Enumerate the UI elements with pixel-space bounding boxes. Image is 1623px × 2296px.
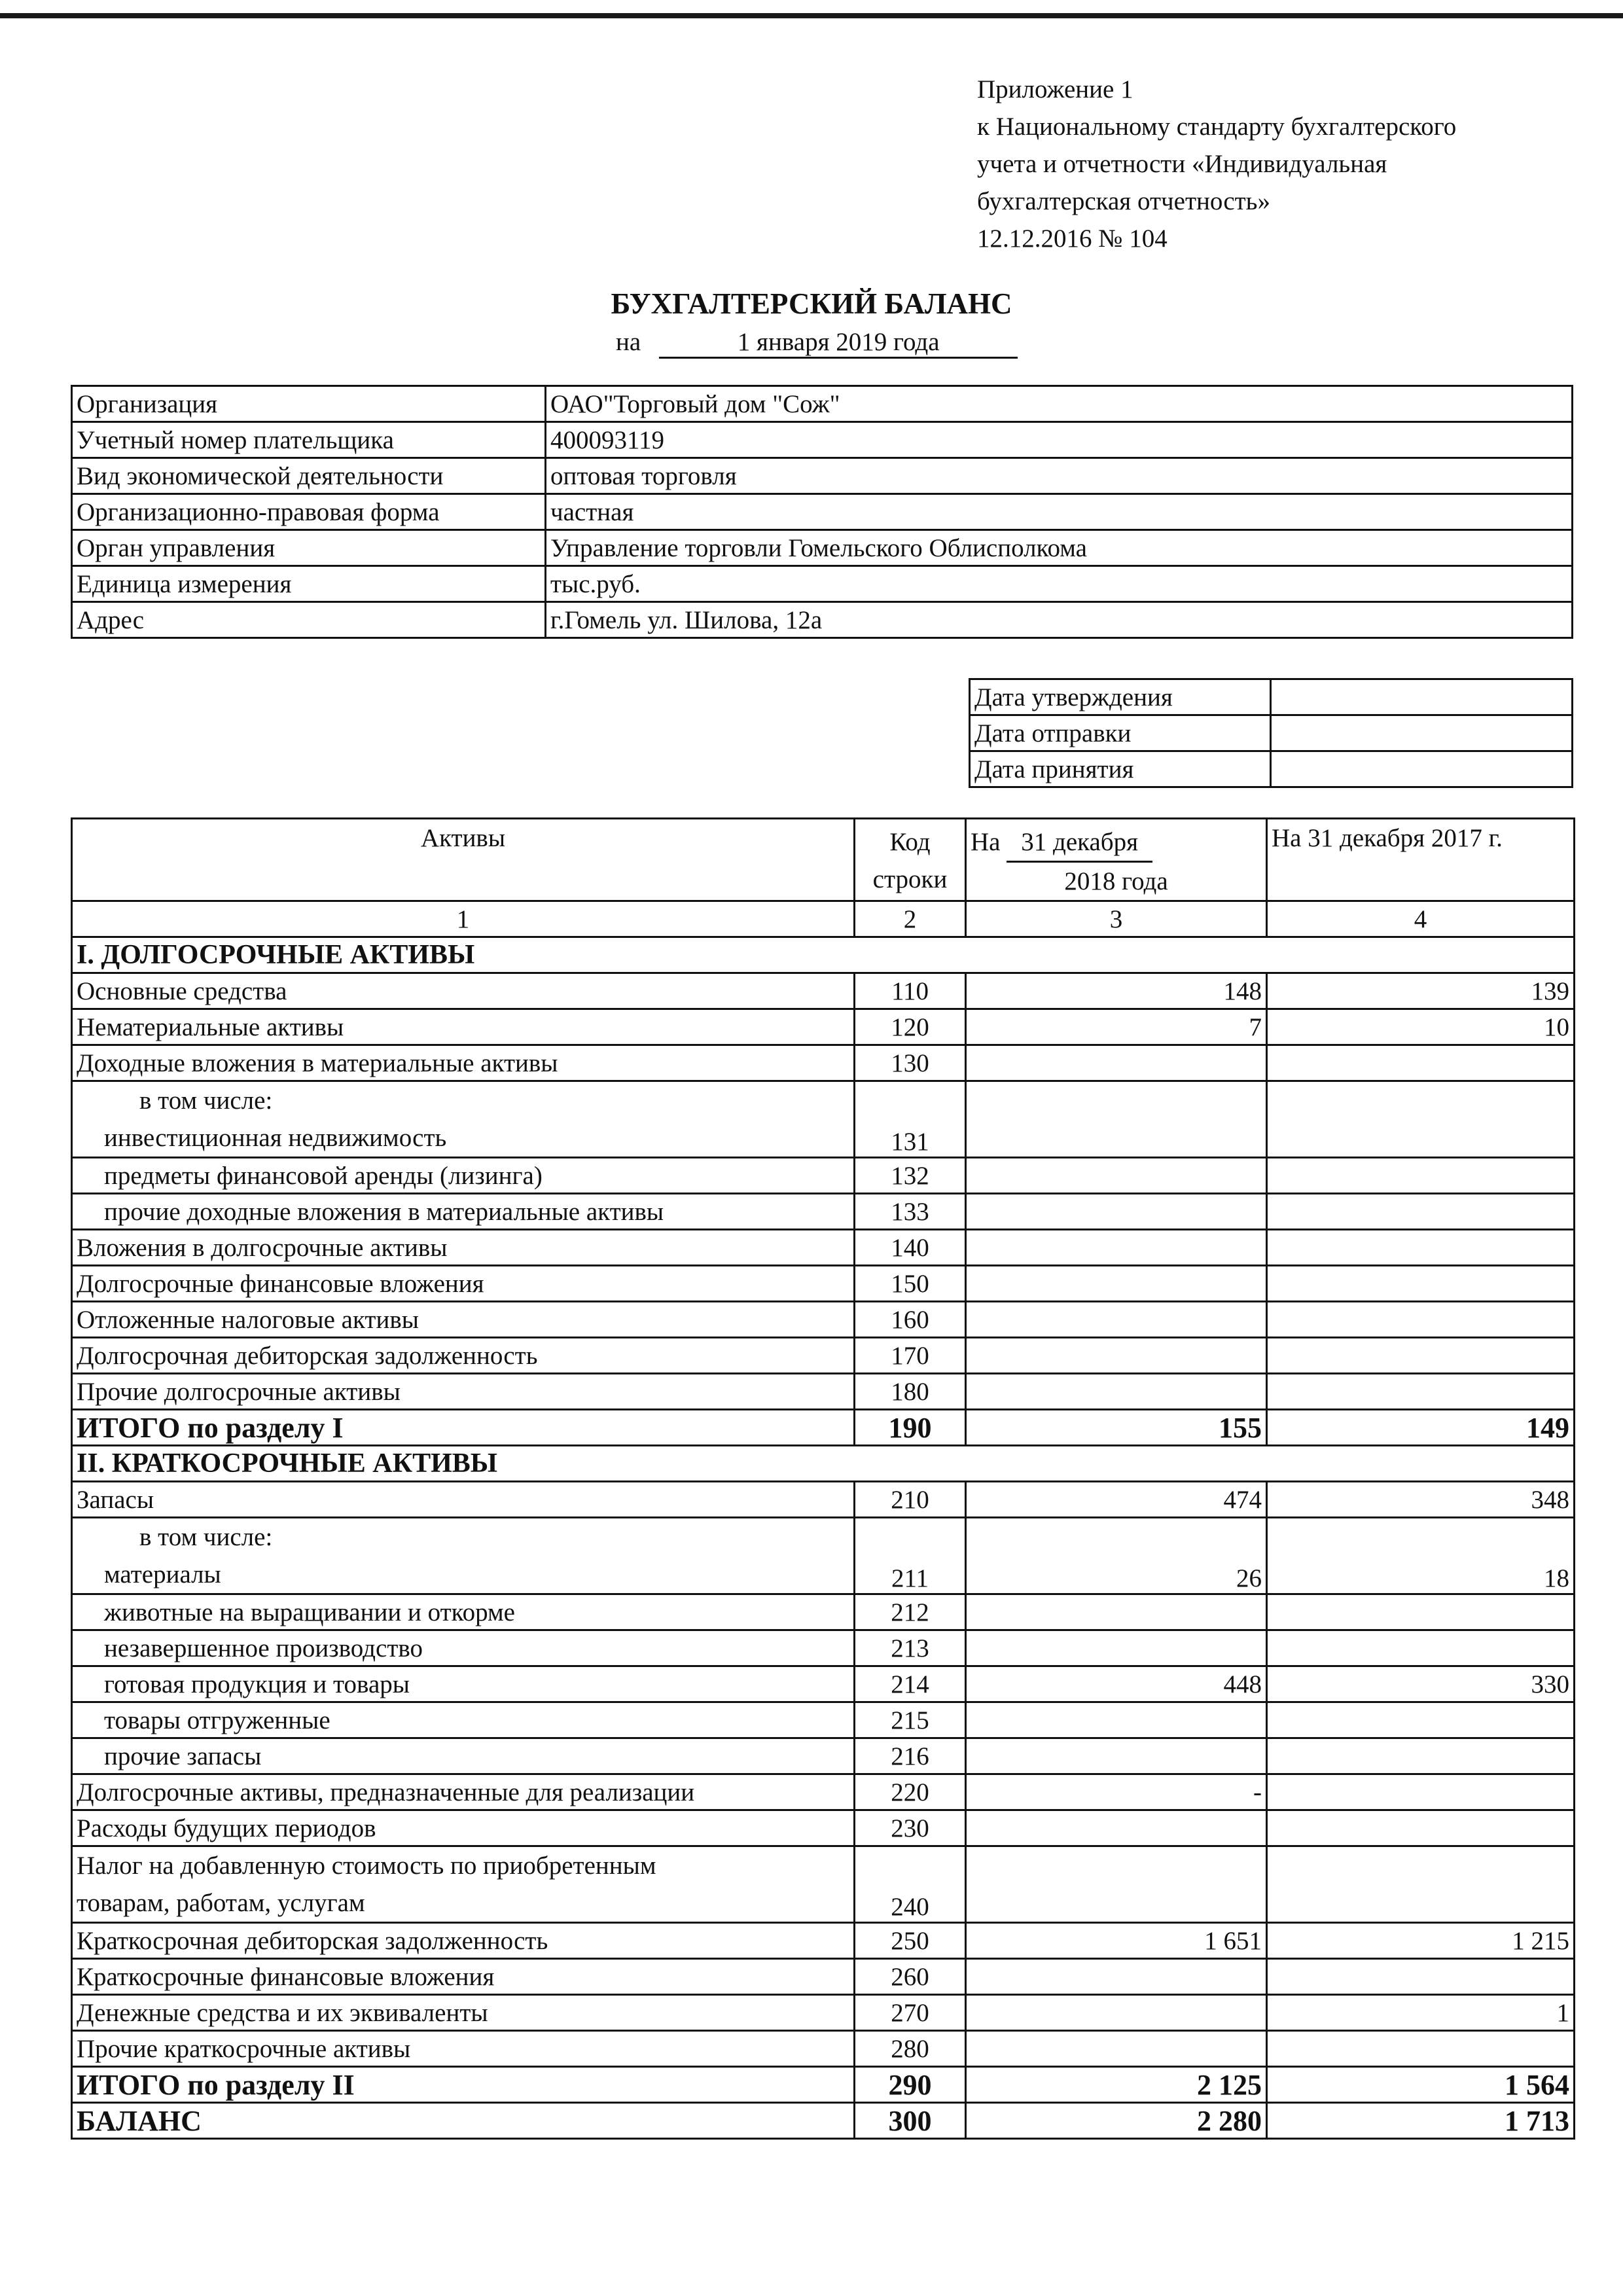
row-code: 213 bbox=[855, 1630, 966, 1666]
date-field bbox=[1271, 715, 1573, 751]
table-row bbox=[72, 1630, 1575, 1666]
value-2018: - bbox=[966, 1774, 1267, 1810]
info-row bbox=[72, 494, 1573, 530]
info-value: 400093119 bbox=[546, 422, 1573, 458]
date-label: Дата утверждения bbox=[970, 679, 1271, 715]
balance-sheet-table bbox=[71, 817, 1575, 2140]
value-2018: 448 bbox=[966, 1666, 1267, 1702]
info-label: Организационно-правовая форма bbox=[72, 494, 546, 530]
date-row bbox=[970, 679, 1573, 715]
row-code: 131 bbox=[855, 1081, 966, 1158]
row-label: Краткосрочная дебиторская задолженность bbox=[72, 1923, 855, 1959]
row-code: 150 bbox=[855, 1266, 966, 1302]
dates-table bbox=[969, 678, 1573, 788]
table-row bbox=[72, 1702, 1575, 1738]
value-2017: 149 bbox=[1267, 1410, 1575, 1446]
value-2017: 1 713 bbox=[1267, 2103, 1575, 2139]
including-label: в том числе: bbox=[139, 1086, 273, 1115]
row-label-line1: Налог на добавленную стоимость по приобретенным bbox=[77, 1852, 656, 1880]
info-row bbox=[72, 602, 1573, 638]
value-2017 bbox=[1267, 1702, 1575, 1738]
table-row bbox=[72, 1158, 1575, 1194]
row-label: Запасы bbox=[72, 1482, 855, 1518]
value-2017: 139 bbox=[1267, 973, 1575, 1009]
value-2018 bbox=[966, 1630, 1267, 1666]
row-code: 132 bbox=[855, 1158, 966, 1194]
info-value: частная bbox=[546, 494, 1573, 530]
info-row bbox=[72, 422, 1573, 458]
top-border-line bbox=[0, 13, 1623, 18]
value-2017 bbox=[1267, 1266, 1575, 1302]
row-code: 211 bbox=[855, 1518, 966, 1594]
value-2018 bbox=[966, 1302, 1267, 1338]
row-label: Доходные вложения в материальные активы bbox=[72, 1045, 855, 1081]
row-code: 300 bbox=[855, 2103, 966, 2139]
value-2017 bbox=[1267, 1774, 1575, 1810]
section-title: I. ДОЛГОСРОЧНЫЕ АКТИВЫ bbox=[72, 937, 1575, 973]
info-value: оптовая торговля bbox=[546, 458, 1573, 494]
value-2017 bbox=[1267, 1230, 1575, 1266]
value-2017: 1 564 bbox=[1267, 2067, 1575, 2103]
table-row bbox=[72, 1923, 1575, 1959]
value-2018: 474 bbox=[966, 1482, 1267, 1518]
row-code: 214 bbox=[855, 1666, 966, 1702]
table-row bbox=[72, 1738, 1575, 1774]
value-2018 bbox=[966, 1158, 1267, 1194]
organization-info-table bbox=[71, 385, 1573, 639]
row-label bbox=[72, 1846, 855, 1923]
info-label: Вид экономической деятельности bbox=[72, 458, 546, 494]
date-row bbox=[970, 715, 1573, 751]
value-2018 bbox=[966, 1374, 1267, 1410]
row-label: Прочие долгосрочные активы bbox=[72, 1374, 855, 1410]
value-2017 bbox=[1267, 2031, 1575, 2067]
column-number: 3 bbox=[966, 901, 1267, 937]
info-value: Управление торговли Гомельского Облисполкома bbox=[546, 530, 1573, 566]
total-row bbox=[72, 1410, 1575, 1446]
row-label: товары отгруженные bbox=[72, 1702, 855, 1738]
balance-total-row bbox=[72, 2103, 1575, 2139]
value-2017 bbox=[1267, 1959, 1575, 1995]
value-2017: 18 bbox=[1267, 1518, 1575, 1594]
value-2018 bbox=[966, 1959, 1267, 1995]
row-sublabel: материалы bbox=[104, 1560, 221, 1588]
header-2018 bbox=[966, 819, 1267, 901]
value-2017 bbox=[1267, 1374, 1575, 1410]
info-value: ОАО"Торговый дом "Сож" bbox=[546, 386, 1573, 422]
table-row bbox=[72, 1774, 1575, 1810]
value-2018 bbox=[966, 1194, 1267, 1230]
value-2018: 1 651 bbox=[966, 1923, 1267, 1959]
row-code: 270 bbox=[855, 1995, 966, 2031]
table-row bbox=[72, 973, 1575, 1009]
info-row bbox=[72, 386, 1573, 422]
row-label: предметы финансовой аренды (лизинга) bbox=[72, 1158, 855, 1194]
row-code: 210 bbox=[855, 1482, 966, 1518]
column-number: 2 bbox=[855, 901, 966, 937]
row-label: Краткосрочные финансовые вложения bbox=[72, 1959, 855, 1995]
date-field bbox=[1271, 679, 1573, 715]
info-label: Единица измерения bbox=[72, 566, 546, 602]
total-row bbox=[72, 2067, 1575, 2103]
info-row bbox=[72, 530, 1573, 566]
row-code: 216 bbox=[855, 1738, 966, 1774]
date-prefix: на bbox=[616, 328, 641, 356]
including-label: в том числе: bbox=[139, 1523, 273, 1551]
row-label-line2: товарам, работам, услугам bbox=[77, 1889, 365, 1917]
row-label bbox=[72, 1081, 855, 1158]
value-2018 bbox=[966, 1738, 1267, 1774]
column-number-row bbox=[72, 901, 1575, 937]
info-value: тыс.руб. bbox=[546, 566, 1573, 602]
row-label: незавершенное производство bbox=[72, 1630, 855, 1666]
header-2018-year: 2018 года bbox=[1064, 867, 1168, 895]
table-row bbox=[72, 1846, 1575, 1923]
row-label: прочие доходные вложения в материальные активы bbox=[72, 1194, 855, 1230]
header-assets: Активы bbox=[72, 819, 855, 901]
row-label: БАЛАНС bbox=[72, 2103, 855, 2139]
row-label: Денежные средства и их эквиваленты bbox=[72, 1995, 855, 2031]
table-row bbox=[72, 1230, 1575, 1266]
value-2017: 1 215 bbox=[1267, 1923, 1575, 1959]
appendix-line: учета и отчетности «Индивидуальная bbox=[977, 150, 1387, 178]
info-label: Организация bbox=[72, 386, 546, 422]
value-2018 bbox=[966, 1266, 1267, 1302]
table-row bbox=[72, 1959, 1575, 1995]
table-header-row bbox=[72, 819, 1575, 901]
table-row bbox=[72, 2031, 1575, 2067]
value-2018 bbox=[966, 1594, 1267, 1630]
row-label bbox=[72, 1518, 855, 1594]
row-label: Вложения в долгосрочные активы bbox=[72, 1230, 855, 1266]
table-row bbox=[72, 1009, 1575, 1045]
row-code: 212 bbox=[855, 1594, 966, 1630]
row-label: ИТОГО по разделу II bbox=[72, 2067, 855, 2103]
row-code: 230 bbox=[855, 1810, 966, 1846]
row-label: готовая продукция и товары bbox=[72, 1666, 855, 1702]
value-2018 bbox=[966, 1081, 1267, 1158]
section-row bbox=[72, 1446, 1575, 1482]
date-row bbox=[970, 751, 1573, 787]
info-label: Адрес bbox=[72, 602, 546, 638]
row-code: 290 bbox=[855, 2067, 966, 2103]
table-row bbox=[72, 1045, 1575, 1081]
value-2017 bbox=[1267, 1045, 1575, 1081]
row-label: Долгосрочные активы, предназначенные для реализации bbox=[72, 1774, 855, 1810]
value-2017: 1 bbox=[1267, 1995, 1575, 2031]
row-code: 133 bbox=[855, 1194, 966, 1230]
date-label: Дата отправки bbox=[970, 715, 1271, 751]
row-code: 215 bbox=[855, 1702, 966, 1738]
value-2017 bbox=[1267, 1194, 1575, 1230]
info-value: г.Гомель ул. Шилова, 12а bbox=[546, 602, 1573, 638]
row-code: 280 bbox=[855, 2031, 966, 2067]
value-2018: 155 bbox=[966, 1410, 1267, 1446]
date-label: Дата принятия bbox=[970, 751, 1271, 787]
value-2018: 148 bbox=[966, 973, 1267, 1009]
row-label: животные на выращивании и откорме bbox=[72, 1594, 855, 1630]
value-2018 bbox=[966, 1045, 1267, 1081]
row-label: Основные средства bbox=[72, 973, 855, 1009]
table-row bbox=[72, 1302, 1575, 1338]
report-date bbox=[616, 327, 1018, 359]
table-row bbox=[72, 1518, 1575, 1594]
row-label: Долгосрочные финансовые вложения bbox=[72, 1266, 855, 1302]
row-sublabel: инвестиционная недвижимость bbox=[104, 1124, 447, 1152]
row-code: 130 bbox=[855, 1045, 966, 1081]
row-label: Долгосрочная дебиторская задолженность bbox=[72, 1338, 855, 1374]
table-row bbox=[72, 1194, 1575, 1230]
info-label: Орган управления bbox=[72, 530, 546, 566]
value-2018: 2 125 bbox=[966, 2067, 1267, 2103]
value-2017 bbox=[1267, 1594, 1575, 1630]
appendix-line: к Национальному стандарту бухгалтерского bbox=[977, 113, 1457, 141]
value-2017 bbox=[1267, 1081, 1575, 1158]
row-code: 250 bbox=[855, 1923, 966, 1959]
value-2017 bbox=[1267, 1302, 1575, 1338]
table-row bbox=[72, 1338, 1575, 1374]
row-label: Расходы будущих периодов bbox=[72, 1810, 855, 1846]
row-code: 180 bbox=[855, 1374, 966, 1410]
value-2018 bbox=[966, 1338, 1267, 1374]
appendix-line: Приложение 1 bbox=[977, 75, 1133, 103]
table-row bbox=[72, 1810, 1575, 1846]
value-2017 bbox=[1267, 1810, 1575, 1846]
value-2018: 2 280 bbox=[966, 2103, 1267, 2139]
header-2017: На 31 декабря 2017 г. bbox=[1267, 819, 1575, 901]
table-row bbox=[72, 1666, 1575, 1702]
header-2018-date: 31 декабря bbox=[1007, 823, 1152, 863]
column-number: 1 bbox=[72, 901, 855, 937]
header-code bbox=[855, 819, 966, 901]
value-2017 bbox=[1267, 1158, 1575, 1194]
info-row bbox=[72, 458, 1573, 494]
value-2017 bbox=[1267, 1846, 1575, 1923]
row-code: 140 bbox=[855, 1230, 966, 1266]
table-row bbox=[72, 1482, 1575, 1518]
date-value: 1 января 2019 года bbox=[659, 327, 1018, 359]
date-field bbox=[1271, 751, 1573, 787]
appendix-line: 12.12.2016 № 104 bbox=[977, 224, 1168, 253]
value-2018: 7 bbox=[966, 1009, 1267, 1045]
row-code: 170 bbox=[855, 1338, 966, 1374]
value-2018 bbox=[966, 1702, 1267, 1738]
value-2017 bbox=[1267, 1338, 1575, 1374]
row-code: 120 bbox=[855, 1009, 966, 1045]
row-code: 240 bbox=[855, 1846, 966, 1923]
info-label: Учетный номер плательщика bbox=[72, 422, 546, 458]
value-2017: 330 bbox=[1267, 1666, 1575, 1702]
value-2018: 26 bbox=[966, 1518, 1267, 1594]
header-code-line2: строки bbox=[872, 865, 948, 893]
document-title: БУХГАЛТЕРСКИЙ БАЛАНС bbox=[611, 287, 1012, 320]
header-2018-prefix: На bbox=[971, 828, 1001, 856]
value-2017 bbox=[1267, 1630, 1575, 1666]
table-row bbox=[72, 1081, 1575, 1158]
value-2017 bbox=[1267, 1738, 1575, 1774]
table-row bbox=[72, 1266, 1575, 1302]
value-2017: 10 bbox=[1267, 1009, 1575, 1045]
row-label: Отложенные налоговые активы bbox=[72, 1302, 855, 1338]
row-label: прочие запасы bbox=[72, 1738, 855, 1774]
column-number: 4 bbox=[1267, 901, 1575, 937]
value-2018 bbox=[966, 1846, 1267, 1923]
section-title: II. КРАТКОСРОЧНЫЕ АКТИВЫ bbox=[72, 1446, 1575, 1482]
row-code: 190 bbox=[855, 1410, 966, 1446]
table-row bbox=[72, 1374, 1575, 1410]
value-2018 bbox=[966, 1995, 1267, 2031]
value-2018 bbox=[966, 1230, 1267, 1266]
section-row bbox=[72, 937, 1575, 973]
row-code: 110 bbox=[855, 973, 966, 1009]
info-row bbox=[72, 566, 1573, 602]
row-label: Прочие краткосрочные активы bbox=[72, 2031, 855, 2067]
value-2017: 348 bbox=[1267, 1482, 1575, 1518]
table-row bbox=[72, 1594, 1575, 1630]
row-label: Нематериальные активы bbox=[72, 1009, 855, 1045]
row-label: ИТОГО по разделу I bbox=[72, 1410, 855, 1446]
appendix-line: бухгалтерская отчетность» bbox=[977, 187, 1270, 215]
table-row bbox=[72, 1995, 1575, 2031]
row-code: 260 bbox=[855, 1959, 966, 1995]
header-code-line1: Код bbox=[889, 828, 931, 856]
value-2018 bbox=[966, 1810, 1267, 1846]
row-code: 160 bbox=[855, 1302, 966, 1338]
appendix-note bbox=[977, 71, 1456, 257]
row-code: 220 bbox=[855, 1774, 966, 1810]
value-2018 bbox=[966, 2031, 1267, 2067]
